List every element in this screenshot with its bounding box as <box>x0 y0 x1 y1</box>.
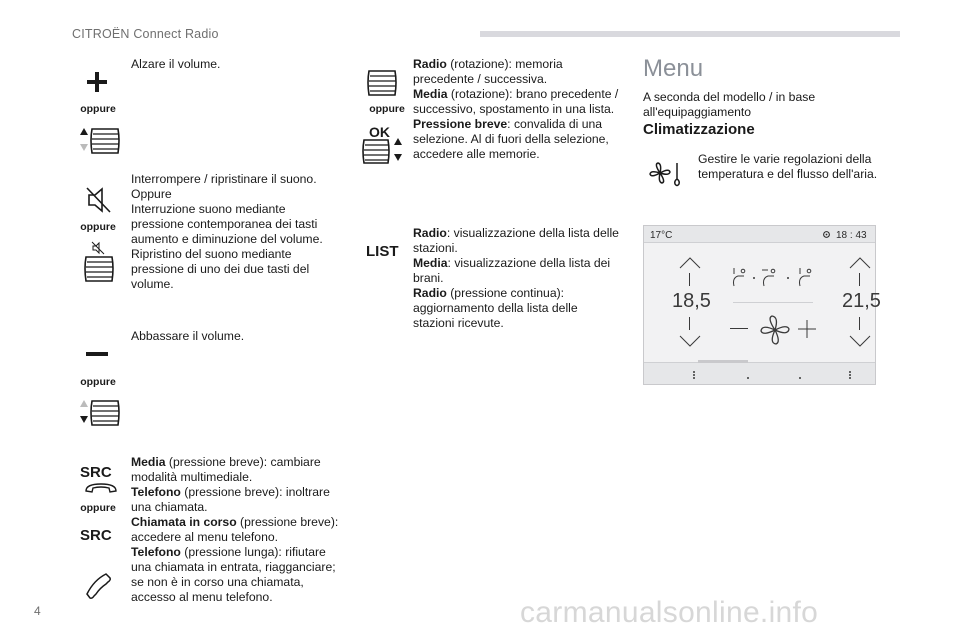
divider <box>689 317 690 330</box>
bold-term: Telefono <box>131 485 181 499</box>
text-line: Oppure <box>131 187 172 201</box>
text-line: volume. <box>131 277 174 291</box>
scroll-wheel-icon <box>360 137 406 165</box>
text: : convalida di una <box>507 117 603 131</box>
climate-title: Climatizzazione <box>643 121 755 138</box>
left-temperature: 18,5 <box>672 290 711 312</box>
gear-icon <box>822 230 831 239</box>
text: (pressione breve): cambiare <box>165 455 321 469</box>
text-line: accesso al menu telefono. <box>131 590 273 604</box>
header-title: CITROËN Connect Radio <box>72 27 219 41</box>
src-text <box>131 455 341 605</box>
text-line: brani. <box>413 271 444 285</box>
bold-term: Radio <box>413 286 447 300</box>
wheel-icon <box>82 254 116 284</box>
bold-term: Chiamata in corso <box>131 515 237 529</box>
bold-term: Telefono <box>131 545 181 559</box>
ok-label: OK <box>369 124 390 140</box>
plus-icon <box>86 71 108 93</box>
phone-icon <box>86 572 112 600</box>
or-label: oppure <box>80 103 116 115</box>
text: : visualizzazione della lista delle <box>446 226 619 240</box>
temp-up-right-icon[interactable] <box>849 256 871 270</box>
text: (rotazione): brano precedente / <box>447 87 619 101</box>
mute-text <box>131 172 323 292</box>
text-line: pressione di uno dei due tasti del <box>131 262 310 276</box>
text-line: accedere al menu telefono. <box>131 530 279 544</box>
src-label-2: SRC <box>80 527 112 544</box>
fan-icon <box>759 314 791 346</box>
text: : visualizzazione della lista dei <box>447 256 611 270</box>
text-line: temperatura e del flusso dell'aria. <box>698 167 878 181</box>
or-label: oppure <box>369 103 405 115</box>
text-line: pressione contemporanea dei tasti <box>131 217 318 231</box>
volume-down-text: Abbassare il volume. <box>131 329 245 343</box>
bold-term: Media <box>131 455 166 469</box>
bold-term: Pressione breve <box>413 117 508 131</box>
text-line: Gestire le varie regolazioni della <box>698 152 872 166</box>
climate-icon <box>648 160 684 188</box>
fan-decrease-button[interactable] <box>730 328 748 329</box>
page-number: 4 <box>34 604 41 618</box>
text-line: una chiamata in entrata, riagganciare; <box>131 560 336 574</box>
list-text <box>413 226 623 331</box>
text: (pressione continua): <box>446 286 565 300</box>
text-line: stazioni ricevute. <box>413 316 504 330</box>
climate-text <box>698 152 878 182</box>
header-bar <box>480 31 900 37</box>
text-line: precedente / successiva. <box>413 72 548 86</box>
small-mute-icon <box>91 241 105 255</box>
bold-term: Media <box>413 256 448 270</box>
climate-screen <box>643 225 881 385</box>
text-line: accedere alle memorie. <box>413 147 540 161</box>
air-distribution-icons[interactable] <box>730 266 816 288</box>
radio-wheel-text <box>413 57 623 162</box>
or-label: oppure <box>80 502 116 514</box>
text: (pressione breve): <box>236 515 339 529</box>
text-line: una chiamata. <box>131 500 208 514</box>
right-temperature: 21,5 <box>842 290 881 312</box>
fan-increase-button[interactable] <box>797 319 817 339</box>
text-line: all'equipaggiamento <box>643 105 752 119</box>
text-line: A seconda del modello / in base <box>643 90 816 104</box>
divider <box>859 273 860 286</box>
divider <box>689 273 690 286</box>
clock: 18 : 43 <box>836 230 867 241</box>
or-label: oppure <box>80 376 116 388</box>
menu-title: Menu <box>643 55 704 82</box>
divider <box>859 317 860 330</box>
minus-icon <box>86 351 108 357</box>
temp-up-left-icon[interactable] <box>679 256 701 270</box>
screen-nav-bar <box>644 362 875 384</box>
text-line: modalità multimediale. <box>131 470 253 484</box>
text-line: se non è in corso una chiamata, <box>131 575 304 589</box>
active-tab-indicator <box>698 360 748 363</box>
volume-down-wheel-icon <box>78 398 122 428</box>
wheel-icon <box>365 68 399 98</box>
bold-term: Media <box>413 87 448 101</box>
temp-down-left-icon[interactable] <box>679 334 701 348</box>
text-line: Ripristino del suono mediante <box>131 247 292 261</box>
volume-up-text: Alzare il volume. <box>131 57 221 71</box>
bold-term: Radio <box>413 226 447 240</box>
menu-dots-icon[interactable] <box>848 370 852 380</box>
mute-icon <box>86 186 112 214</box>
text-line: Interruzione suono mediante <box>131 202 286 216</box>
or-label: oppure <box>80 221 116 233</box>
bold-term: Radio <box>413 57 447 71</box>
text: (pressione breve): inoltrare <box>180 485 330 499</box>
text-line: Interrompere / ripristinare il suono. <box>131 172 317 186</box>
text-line: stazioni. <box>413 241 458 255</box>
list-label: LIST <box>366 243 399 260</box>
text-line: successivo, spostamento in una lista. <box>413 102 615 116</box>
text: (pressione lunga): rifiutare <box>180 545 326 559</box>
src-label: SRC <box>80 464 112 481</box>
phone-hangup-icon <box>84 482 118 494</box>
menu-dots-icon[interactable] <box>692 370 696 380</box>
text-line: aumento e diminuzione del volume. <box>131 232 323 246</box>
text-line: selezione. Al di fuori della selezione, <box>413 132 609 146</box>
outside-temperature: 17°C <box>650 230 673 241</box>
footer-watermark: carmanualsonline.info <box>520 596 819 629</box>
temp-down-right-icon[interactable] <box>849 334 871 348</box>
nav-dot[interactable] <box>799 377 801 379</box>
nav-dot[interactable] <box>747 377 749 379</box>
text-line: aggiornamento della lista delle <box>413 301 578 315</box>
menu-subtitle <box>643 90 823 120</box>
volume-up-wheel-icon <box>78 126 122 156</box>
separator <box>733 302 813 303</box>
text: (rotazione): memoria <box>446 57 563 71</box>
